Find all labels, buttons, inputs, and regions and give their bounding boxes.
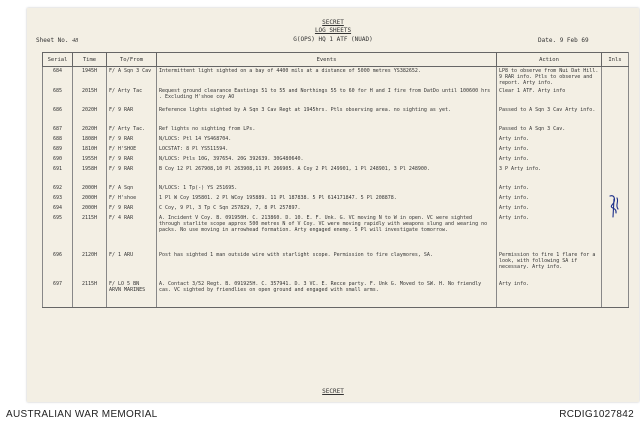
- serial-cell: 688: [43, 135, 73, 145]
- events-cell: N/LOCS: Ptl 14 YS468704.: [157, 135, 497, 145]
- to-from-cell: F/ 9 RAR: [107, 135, 157, 145]
- events-cell: C Coy, 9 Pl, 3 Tp C Sqn 257829, 7, 8 Pl 257897.: [157, 204, 497, 214]
- initials-cell: [602, 87, 629, 106]
- date-value: 9 Feb 69: [559, 37, 589, 44]
- action-cell: Arty info.: [497, 145, 602, 155]
- events-cell: Reference lights sighted by A Sqn 3 Cav Regt at 1945hrs. Ptls observing area. no sighting as yet.: [157, 106, 497, 125]
- table-header-row: [43, 53, 629, 67]
- serial-cell: 687: [43, 125, 73, 135]
- sheet-number: [36, 37, 78, 44]
- to-from-cell: F/ 9 RAR: [107, 106, 157, 125]
- log-body: [43, 67, 629, 308]
- events-cell: B Coy 12 Pl 267908,10 Pl 263908,11 Pl 266905. A Coy 2 Pl 249901, 1 Pl 248901, 3 Pl 248900.: [157, 165, 497, 184]
- table-row: [43, 67, 629, 88]
- initials-cell: [602, 67, 629, 88]
- action-cell: Passed to A Sqn 3 Cav.: [497, 125, 602, 135]
- action-cell: Arty info.: [497, 214, 602, 251]
- events-cell: N/LOCS: 1 Tp(-) YS 251695.: [157, 184, 497, 194]
- action-cell: Arty info.: [497, 184, 602, 194]
- serial-cell: 692: [43, 184, 73, 194]
- date-label: Date.: [538, 37, 557, 44]
- events-cell: LOCSTAT: 8 Pl YS511594.: [157, 145, 497, 155]
- initials-cell: [602, 145, 629, 155]
- col-serial: Serial: [43, 53, 73, 67]
- serial-cell: 684: [43, 67, 73, 88]
- table-row: [43, 184, 629, 194]
- table-row: [43, 135, 629, 145]
- table-row: [43, 251, 629, 280]
- time-cell: 2120H: [73, 251, 107, 280]
- initials-cell: [602, 280, 629, 307]
- initials-cell: [602, 165, 629, 184]
- time-cell: 2000H: [73, 184, 107, 194]
- time-cell: 2000H: [73, 194, 107, 204]
- sheet-value: 48: [72, 38, 79, 44]
- action-cell: Permission to fire 1 flare for a look, with following SA if necessary. Arty info.: [497, 251, 602, 280]
- unit-name: G(OPS) HQ 1 ATF (NUAD): [293, 36, 373, 43]
- time-cell: 1810H: [73, 145, 107, 155]
- time-cell: 2115H: [73, 280, 107, 307]
- sheet-date: [538, 37, 589, 44]
- events-cell: A. Incident V Coy. B. 091950H. C. 213860. D. 10. E. F. Unk. G. VC moving N to W in open. VC were sighted through starlite scope approx 500 metres N of V Coy. VC were moving rapidly with weapons slung and wearing no packs. No use moving in arrowhead formation. Arty engaged enemy. 5 Pl will investigate tomorrow.: [157, 214, 497, 251]
- footer-record-id: RCDIG1027842: [559, 409, 634, 420]
- events-cell: Post has sighted 1 man outside wire with starlight scope. Permission to fire claymores, SA.: [157, 251, 497, 280]
- action-cell: Passed to A Sqn 3 Cav Arty info.: [497, 106, 602, 125]
- table-row: [43, 194, 629, 204]
- table-row: [43, 165, 629, 184]
- log-table: [42, 52, 629, 308]
- sheet-title: LOG SHEETS: [314, 27, 352, 34]
- to-from-cell: F/ 4 RAR: [107, 214, 157, 251]
- action-cell: Arty info.: [497, 204, 602, 214]
- serial-cell: 691: [43, 165, 73, 184]
- serial-cell: 697: [43, 280, 73, 307]
- events-cell: 1 Pl W Coy 195801. 2 Pl WCoy 195889. 11 Pl 187838. 5 Pl 614171847. 5 Pl 208878.: [157, 194, 497, 204]
- initials-cell: [602, 214, 629, 251]
- to-from-cell: F/ LO 5 BN ARVN MARINES: [107, 280, 157, 307]
- to-from-cell: F/ 9 RAR: [107, 155, 157, 165]
- serial-cell: 686: [43, 106, 73, 125]
- action-cell: Arty info.: [497, 135, 602, 145]
- time-cell: 1958H: [73, 165, 107, 184]
- time-cell: 2020H: [73, 125, 107, 135]
- table-row: [43, 155, 629, 165]
- serial-cell: 689: [43, 145, 73, 155]
- to-from-cell: F/ H'shoe: [107, 194, 157, 204]
- to-from-cell: F/ A Sqn: [107, 184, 157, 194]
- sheet-label: Sheet No.: [36, 37, 69, 44]
- to-from-cell: F/ H'SHOE: [107, 145, 157, 155]
- serial-cell: 695: [43, 214, 73, 251]
- to-from-cell: F/ Arty Tac: [107, 87, 157, 106]
- to-from-cell: F/ 9 RAR: [107, 204, 157, 214]
- action-cell: Arty info.: [497, 194, 602, 204]
- table-row: [43, 87, 629, 106]
- col-time: Time: [73, 53, 107, 67]
- to-from-cell: F/ Arty Tac.: [107, 125, 157, 135]
- initials-cell: [602, 251, 629, 280]
- initials-cell: [602, 135, 629, 145]
- action-cell: Clear 1 ATF. Arty info: [497, 87, 602, 106]
- serial-cell: 694: [43, 204, 73, 214]
- time-cell: 2000H: [73, 204, 107, 214]
- to-from-cell: F/ 9 RAR: [107, 165, 157, 184]
- time-cell: 2115H: [73, 214, 107, 251]
- to-from-cell: F/ A Sqn 3 Cav: [107, 67, 157, 88]
- col-events: Events: [157, 53, 497, 67]
- serial-cell: 690: [43, 155, 73, 165]
- action-cell: LP8 to observe from Nui Dat Hill. 9 RAR info. Ptls to observe and report. Arty info.: [497, 67, 602, 88]
- events-cell: Intermittent light sighted on a bay of 4400 mils at a distance of 5000 metres YS382652.: [157, 67, 497, 88]
- table-row: [43, 204, 629, 214]
- col-inls: Inls: [602, 53, 629, 67]
- action-cell: Arty info.: [497, 155, 602, 165]
- action-cell: Arty info.: [497, 280, 602, 307]
- time-cell: 1808H: [73, 135, 107, 145]
- table-row: [43, 214, 629, 251]
- table-row: [43, 106, 629, 125]
- classification-bottom: SECRET: [322, 388, 344, 395]
- serial-cell: 693: [43, 194, 73, 204]
- initials-signature-icon: [607, 193, 621, 219]
- events-cell: N/LOCS: Ptls 10G, 397654. 20G 392639. 30G480640.: [157, 155, 497, 165]
- events-cell: A. Contact 3/52 Regt. B. 091925H. C. 357941. D. 3 VC. E. Recce party. F. Unk G. Moved to SW. H. No friendly cas. VC sighted by friendlies on open ground and engaged with small arms.: [157, 280, 497, 307]
- time-cell: 1945H: [73, 67, 107, 88]
- col-action: Action: [497, 53, 602, 67]
- table-row: [43, 280, 629, 307]
- events-cell: Request ground clearance Eastings 51 to 55 and Northings 55 to 60 for H and I fire from DatDo until 100600 hrs . Excluding H'shoe coy AO: [157, 87, 497, 106]
- to-from-cell: F/ 1 ARU: [107, 251, 157, 280]
- table-row: [43, 145, 629, 155]
- events-cell: Ref lights no sighting from LPs.: [157, 125, 497, 135]
- initials-cell: [602, 155, 629, 165]
- footer-archive-name: AUSTRALIAN WAR MEMORIAL: [6, 409, 158, 420]
- time-cell: 2020H: [73, 106, 107, 125]
- action-cell: 3 P Arty info.: [497, 165, 602, 184]
- serial-cell: 696: [43, 251, 73, 280]
- serial-cell: 685: [43, 87, 73, 106]
- initials-cell: [602, 125, 629, 135]
- time-cell: 1955H: [73, 155, 107, 165]
- initials-cell: [602, 106, 629, 125]
- col-to-from: To/From: [107, 53, 157, 67]
- time-cell: 2015H: [73, 87, 107, 106]
- classification-top: SECRET: [322, 19, 344, 26]
- table-row: [43, 125, 629, 135]
